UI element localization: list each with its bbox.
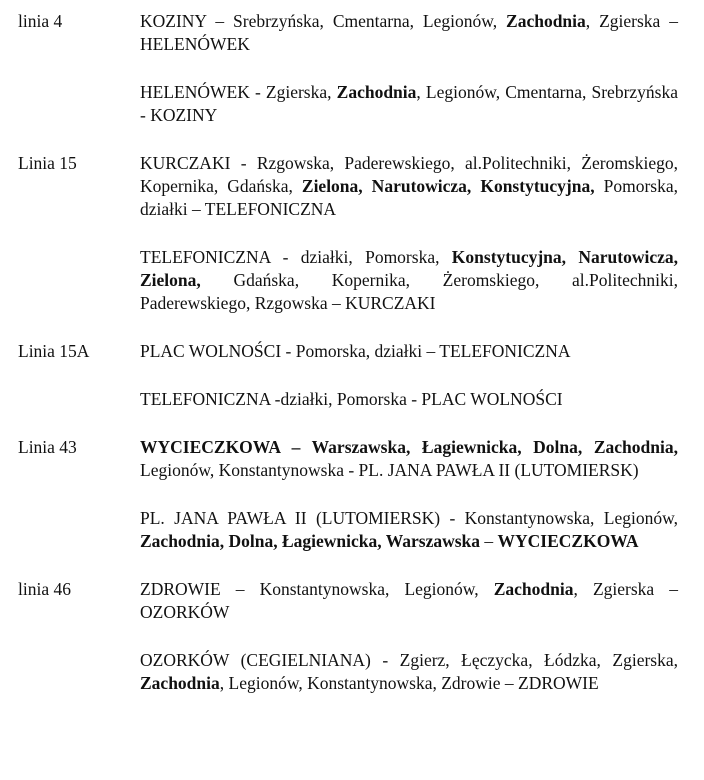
- line-number-label: Linia 15A: [18, 341, 90, 361]
- highlighted-streets: Zachodnia: [140, 673, 220, 693]
- route-text: KOZINY – Srebrzyńska, Cmentarna, Legionów,: [140, 11, 507, 31]
- route-text: Legionów, Konstantynowska - PL. JANA PAWŁA II (LUTOMIERSK): [140, 460, 639, 480]
- route-text: TELEFONICZNA -działki, Pomorska - PLAC WOLNOŚCI: [140, 389, 563, 409]
- route-outbound: [140, 436, 678, 482]
- route-outbound: [140, 10, 678, 56]
- route-return: [140, 507, 678, 553]
- route-text: , Legionów, Cmentarna, Srebrzyńska - KOZINY: [140, 82, 678, 125]
- bus-lines-list: [18, 10, 678, 695]
- highlighted-streets: Konstytucyjna, Narutowicza, Zielona,: [140, 247, 678, 290]
- route-text: PL. JANA PAWŁA II (LUTOMIERSK) - Konstantynowska, Legionów,: [140, 508, 678, 528]
- line-number-label: Linia 15: [18, 153, 77, 173]
- bus-line-entry: [18, 578, 678, 695]
- route-text: , Zgierska – HELENÓWEK: [140, 11, 678, 54]
- highlighted-streets: Zachodnia: [336, 82, 417, 102]
- route-text: Gdańska, Kopernika, Żeromskiego, al.Politechniki, Paderewskiego, Rzgowska – KURCZAKI: [140, 270, 678, 313]
- route-return: [140, 81, 678, 127]
- route-descriptions: [140, 340, 678, 411]
- bus-line-entry: [18, 436, 678, 553]
- line-number-label: linia 46: [18, 579, 71, 599]
- line-number-label: Linia 43: [18, 437, 77, 457]
- bus-line-entry: [18, 152, 678, 315]
- route-text: TELEFONICZNA - działki, Pomorska,: [140, 247, 452, 267]
- line-number-label: linia 4: [18, 11, 63, 31]
- route-text: ZDROWIE – Konstantynowska, Legionów,: [140, 579, 494, 599]
- route-descriptions: [140, 152, 678, 315]
- route-outbound: [140, 152, 678, 221]
- route-return: [140, 388, 678, 411]
- highlighted-streets: Zachodnia, Dolna, Łagiewnicka, Warszawska: [140, 531, 481, 551]
- highlighted-streets: Zachodnia: [493, 579, 574, 599]
- bus-line-entry: [18, 340, 678, 411]
- route-text: , Zgierska – OZORKÓW: [140, 579, 678, 622]
- highlighted-streets: WYCIECZKOWA – Warszawska, Łagiewnicka, Dolna, Zachodnia,: [140, 437, 678, 457]
- route-return: [140, 649, 678, 695]
- route-text: , Legionów, Konstantynowska, Zdrowie – ZDROWIE: [219, 673, 599, 693]
- route-text: KURCZAKI - Rzgowska, Paderewskiego, al.Politechniki, Żeromskiego, Kopernika, Gdańska,: [140, 153, 678, 196]
- bus-line-entry: [18, 10, 678, 127]
- route-descriptions: [140, 578, 678, 695]
- route-text: –: [480, 531, 498, 551]
- route-outbound: [140, 340, 678, 363]
- highlighted-streets: Zielona, Narutowicza, Konstytucyjna,: [301, 176, 595, 196]
- route-outbound: [140, 578, 678, 624]
- highlighted-streets: WYCIECZKOWA: [497, 531, 639, 551]
- route-descriptions: [140, 10, 678, 127]
- route-text: Pomorska, działki – TELEFONICZNA: [140, 176, 678, 219]
- route-return: [140, 246, 678, 315]
- route-descriptions: [140, 436, 678, 553]
- route-text: OZORKÓW (CEGIELNIANA) - Zgierz, Łęczycka, Łódzka, Zgierska,: [140, 650, 678, 670]
- route-text: HELENÓWEK - Zgierska,: [140, 82, 337, 102]
- route-text: PLAC WOLNOŚCI - Pomorska, działki – TELEFONICZNA: [140, 341, 571, 361]
- highlighted-streets: Zachodnia: [506, 11, 586, 31]
